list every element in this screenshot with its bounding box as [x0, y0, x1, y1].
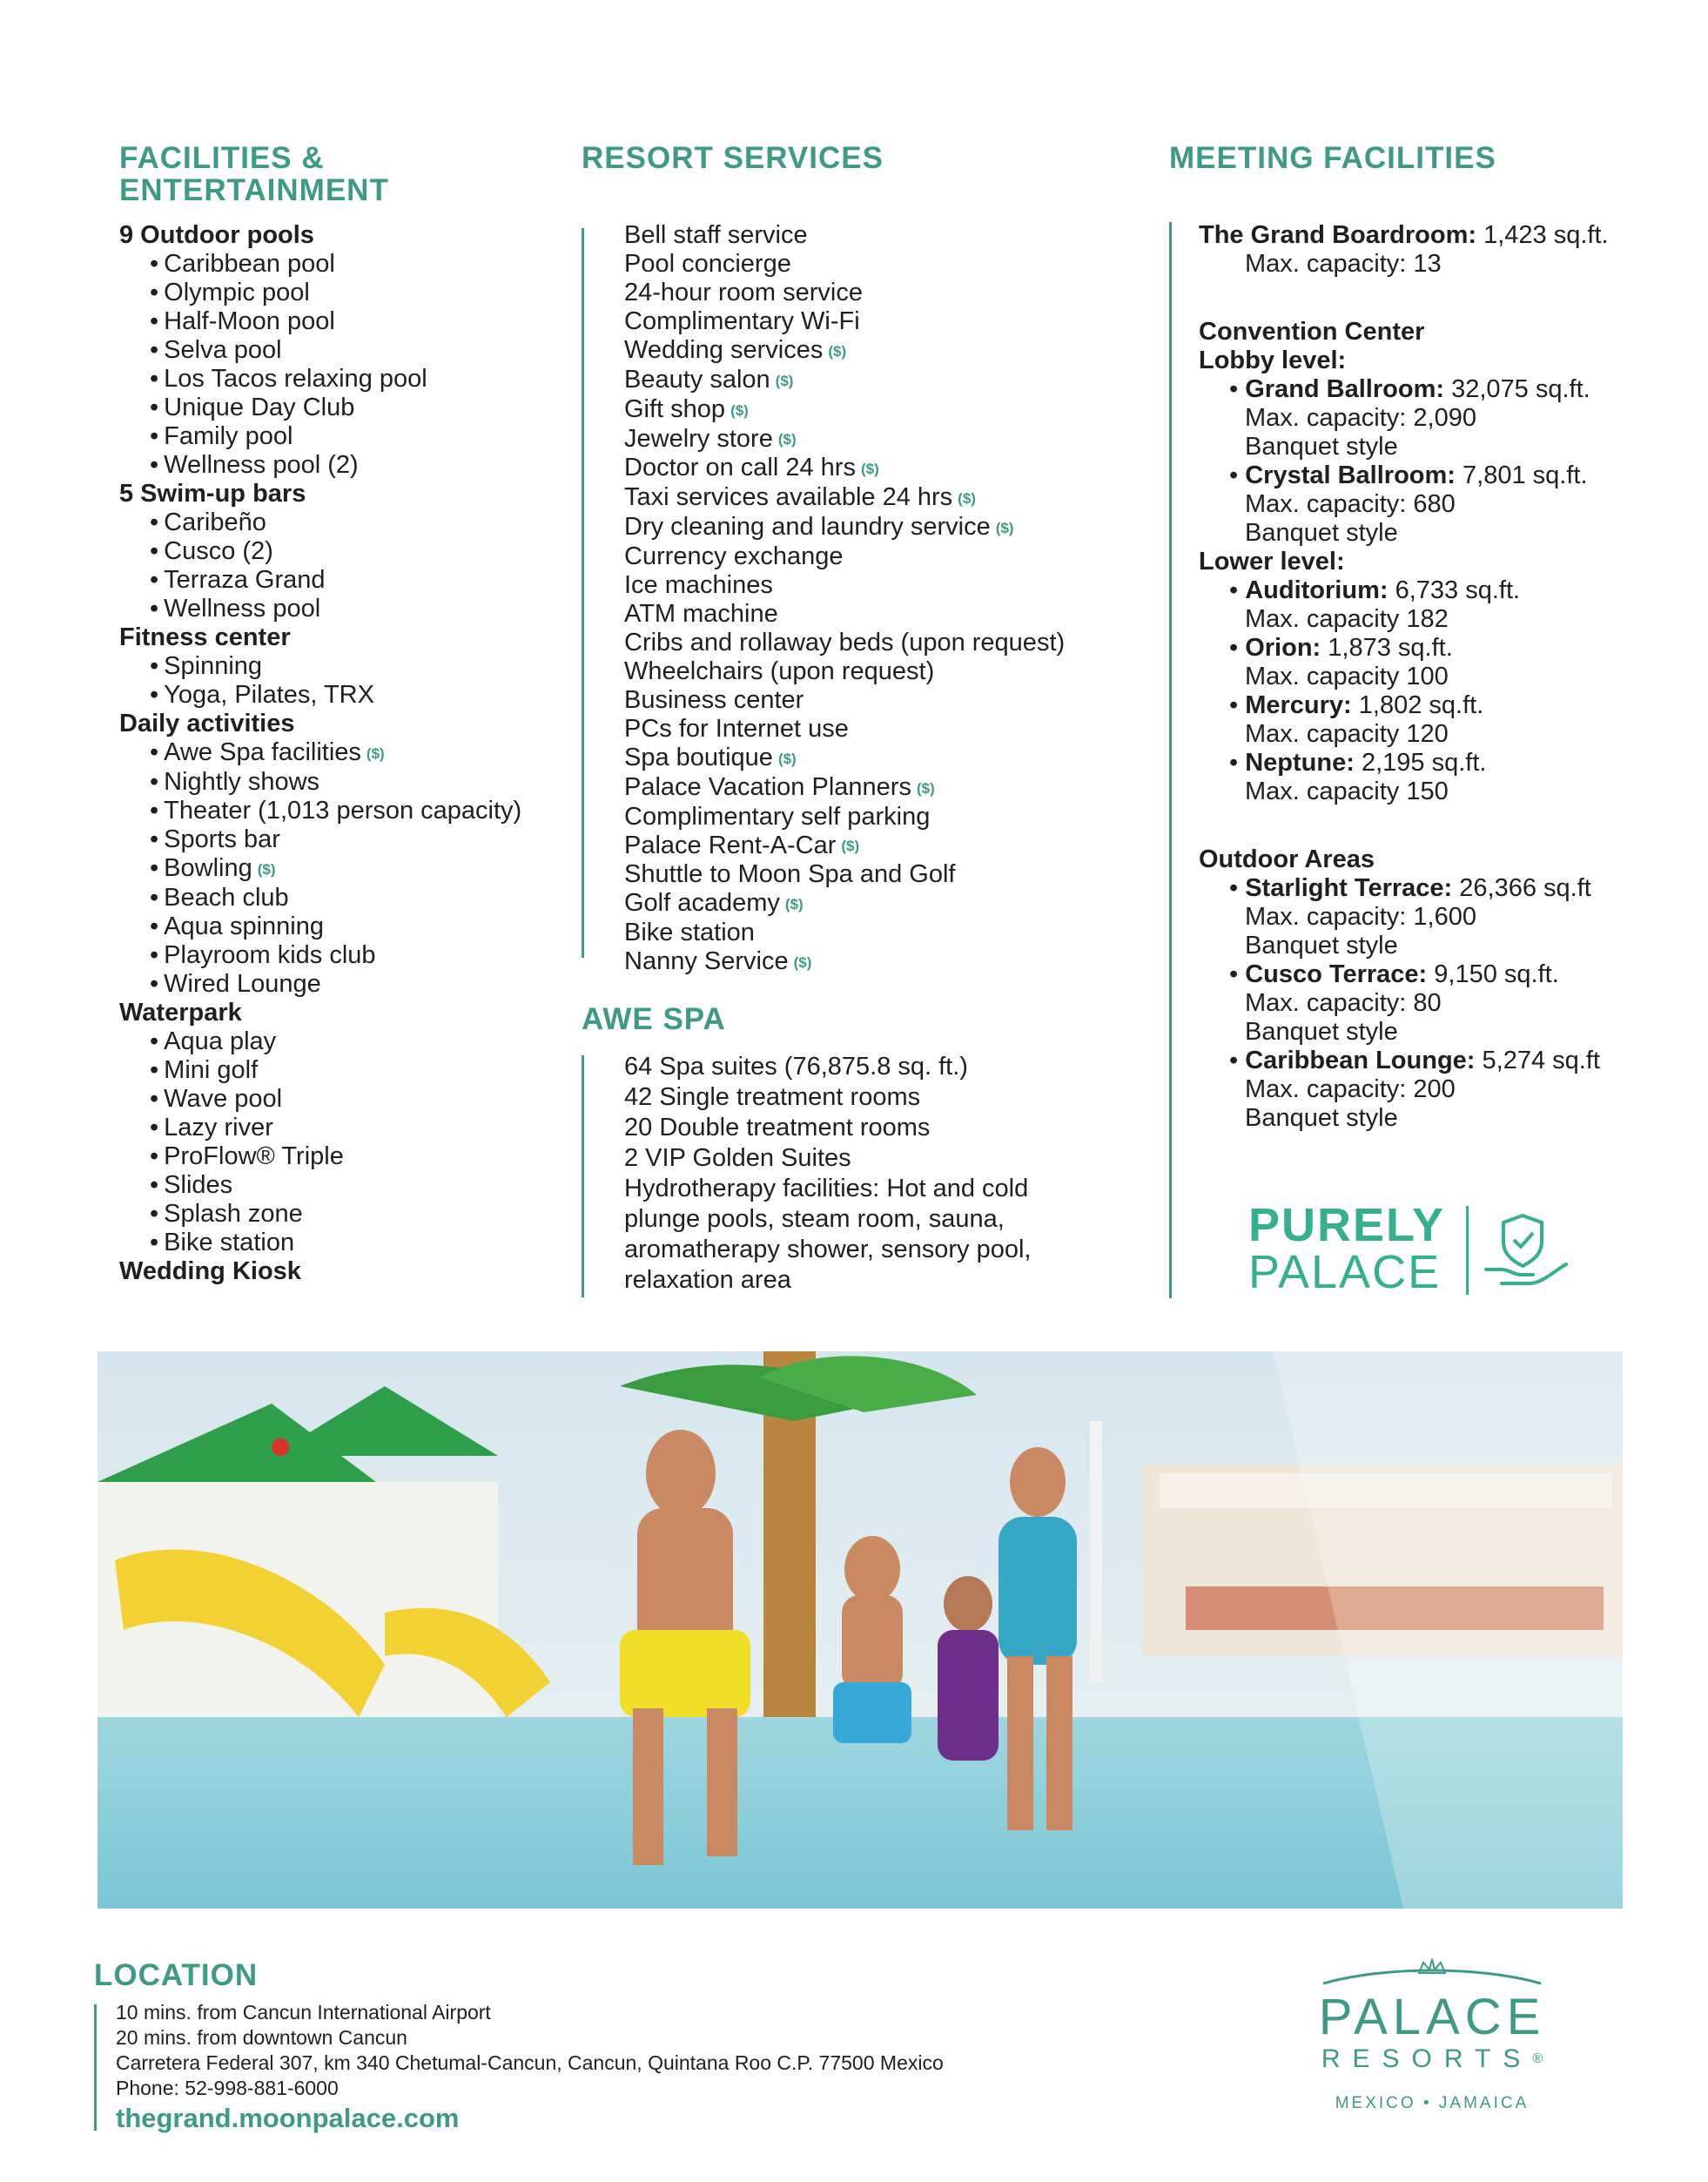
- service-item: Complimentary self parking: [624, 802, 931, 831]
- facility-item: • Wired Lounge: [119, 970, 521, 999]
- spa-line: 2 VIP Golden Suites: [624, 1144, 851, 1172]
- facility-item: • Beach club: [119, 884, 521, 913]
- facility-item: • Unique Day Club: [119, 394, 521, 422]
- facility-item: • Slides: [119, 1171, 521, 1200]
- service-item: ATM machine: [624, 599, 778, 628]
- facility-item: • Family pool: [119, 422, 521, 451]
- service-item: 24-hour room service: [624, 279, 863, 306]
- facility-item: • Mini golf: [119, 1056, 521, 1085]
- service-item: Nanny Service ($): [624, 947, 812, 976]
- facility-item: • Theater (1,013 person capacity): [119, 797, 521, 825]
- facility-item: • Spinning: [119, 652, 521, 681]
- facility-item: • ProFlow® Triple: [119, 1142, 521, 1171]
- facility-item: • Terraza Grand: [119, 566, 521, 595]
- waterpark-photo: [98, 1351, 1623, 1909]
- service-item: Beauty salon ($): [624, 365, 794, 394]
- paid-marker: ($): [775, 372, 794, 389]
- paid-marker: ($): [730, 401, 749, 419]
- facility-item: • Playroom kids club: [119, 941, 521, 970]
- palace-resorts-logo: PALACE RESORTS® MEXICO • JAMAICA: [1288, 1957, 1576, 2113]
- service-item: Palace Rent-A-Car ($): [624, 831, 860, 859]
- spa-list: [624, 1052, 1031, 1296]
- service-item: Wheelchairs (upon request): [624, 657, 935, 685]
- facility-group-title: 5 Swim-up bars: [119, 480, 306, 508]
- facility-item: • Half-Moon pool: [119, 307, 521, 336]
- facility-item: • Bowling ($): [119, 854, 521, 884]
- service-item: Shuttle to Moon Spa and Golf: [624, 860, 956, 889]
- facility-item: • Wave pool: [119, 1085, 521, 1114]
- facility-item: • Splash zone: [119, 1200, 521, 1229]
- spa-divider: [582, 1055, 584, 1297]
- service-item: Currency exchange: [624, 542, 844, 570]
- facility-item: • Bike station: [119, 1229, 521, 1257]
- facility-group-title: 9 Outdoor pools: [119, 221, 314, 249]
- paid-marker: ($): [995, 519, 1014, 536]
- services-divider: [582, 228, 584, 958]
- facility-group-title: Fitness center: [119, 623, 291, 651]
- paid-marker: ($): [860, 461, 879, 478]
- paid-marker: ($): [841, 838, 860, 855]
- service-item: Pool concierge: [624, 250, 791, 278]
- facility-item: • Aqua spinning: [119, 913, 521, 941]
- facility-item: • Olympic pool: [119, 279, 521, 307]
- facility-item: • Wellness pool (2): [119, 451, 521, 480]
- paid-marker: ($): [777, 750, 797, 767]
- location-details: [116, 2000, 944, 2136]
- facility-item: • Sports bar: [119, 825, 521, 854]
- spa-line: 20 Double treatment rooms: [624, 1114, 931, 1142]
- service-item: Ice machines: [624, 570, 773, 599]
- location-line: Carretera Federal 307, km 340 Chetumal-Cancun, Cancun, Quintana Roo C.P. 77500 Mexico: [116, 2051, 944, 2074]
- facility-item: • Caribeño: [119, 508, 521, 537]
- facility-item: • Caribbean pool: [119, 250, 521, 279]
- spa-line: aromatherapy shower, sensory pool,: [624, 1236, 1032, 1263]
- spa-line: plunge pools, steam room, sauna,: [624, 1205, 1005, 1233]
- facility-item: • Wellness pool: [119, 595, 521, 623]
- facility-item: • Lazy river: [119, 1114, 521, 1142]
- paid-marker: ($): [366, 744, 385, 762]
- facility-item: • Awe Spa facilities ($): [119, 738, 521, 768]
- paid-marker: ($): [916, 779, 935, 797]
- paid-marker: ($): [793, 954, 812, 972]
- service-item: Cribs and rollaway beds (upon request): [624, 628, 1066, 657]
- service-item: Business center: [624, 685, 804, 714]
- location-divider: [94, 2004, 97, 2131]
- facility-item: • Cusco (2): [119, 537, 521, 566]
- facility-item: • Yoga, Pilates, TRX: [119, 681, 521, 710]
- location-line: 10 mins. from Cancun International Airport: [116, 2001, 491, 2024]
- facility-item: • Los Tacos relaxing pool: [119, 365, 521, 394]
- facilities-heading: FACILITIES & ENTERTAINMENT: [119, 141, 389, 207]
- service-item: Jewelry store ($): [624, 424, 797, 453]
- spa-line: relaxation area: [624, 1266, 791, 1294]
- location-line: 20 mins. from downtown Cancun: [116, 2026, 407, 2049]
- service-item: Dry cleaning and laundry service ($): [624, 513, 1014, 542]
- meeting-divider: [1169, 222, 1172, 1298]
- facility-item: • Nightly shows: [119, 768, 521, 797]
- location-phone: Phone: 52-998-881-6000: [116, 2077, 339, 2099]
- spa-line: Hydrotherapy facilities: Hot and cold: [624, 1175, 1029, 1202]
- service-item: Gift shop ($): [624, 394, 749, 423]
- meeting-heading: MEETING FACILITIES: [1169, 141, 1496, 175]
- crown-icon: [1288, 1957, 1576, 1987]
- facility-group-title: Daily activities: [119, 710, 295, 737]
- spa-line: 42 Single treatment rooms: [624, 1083, 921, 1111]
- service-item: Palace Vacation Planners ($): [624, 772, 935, 801]
- service-item: Bike station: [624, 919, 755, 947]
- paid-marker: ($): [777, 431, 797, 448]
- service-item: Complimentary Wi-Fi: [624, 307, 860, 335]
- service-item: Taxi services available 24 hrs ($): [624, 483, 976, 512]
- facility-item: • Selva pool: [119, 336, 521, 365]
- service-item: Golf academy ($): [624, 889, 804, 918]
- facility-group-title: Wedding Kiosk: [119, 1256, 301, 1285]
- paid-marker: ($): [828, 342, 847, 360]
- shield-hand-icon: [1479, 1209, 1575, 1296]
- service-item: PCs for Internet use: [624, 714, 849, 743]
- services-heading: RESORT SERVICES: [582, 141, 884, 175]
- spa-line: 64 Spa suites (76,875.8 sq. ft.): [624, 1053, 968, 1081]
- facilities-list: [119, 221, 521, 1286]
- services-list: [624, 221, 1065, 977]
- service-item: Wedding services ($): [624, 336, 847, 364]
- service-item: Spa boutique ($): [624, 743, 797, 771]
- facility-group-title: Waterpark: [119, 998, 242, 1027]
- service-item: Doctor on call 24 hrs ($): [624, 454, 879, 482]
- spa-heading: AWE SPA: [582, 1002, 726, 1036]
- paid-marker: ($): [257, 860, 276, 878]
- paid-marker: ($): [958, 490, 976, 508]
- facility-item: • Aqua play: [119, 1027, 521, 1056]
- meeting-list: The Grand Boardroom: 1,423 sq.ft. Max. capacity: 13 Convention Center Lobby level: • Grand Ballroom: 32,075 sq.ft. Max. capacity: 2,090 Banquet style • Crystal Ballroom: 7,801 sq.ft. Max. capacity: 680 Banquet style Lower level: • Auditorium: 6,733 sq.ft. Max. capacity 182 • Orion: 1,873 sq.ft. Max. capacity 100 • Mercury: 1,802 sq.ft. Max. capacity 120 • Neptune: 2,195 sq.ft. Max. capacity 150 Outdoor Areas • Starlight Terrace: 26,366 sq.ft Max. capacity: 1,600 Banquet style • Cusco Terrace: 9,150 sq.ft. Max. capacity: 80 Banquet style • Caribbean Lounge: 5,274 sq.ft Max. capacity: 200 Banquet style: [1199, 221, 1609, 1132]
- paid-marker: ($): [784, 896, 804, 913]
- location-heading: LOCATION: [94, 1958, 259, 1992]
- website-link[interactable]: thegrand.moonpalace.com: [116, 2103, 460, 2133]
- service-item: Bell staff service: [624, 221, 808, 249]
